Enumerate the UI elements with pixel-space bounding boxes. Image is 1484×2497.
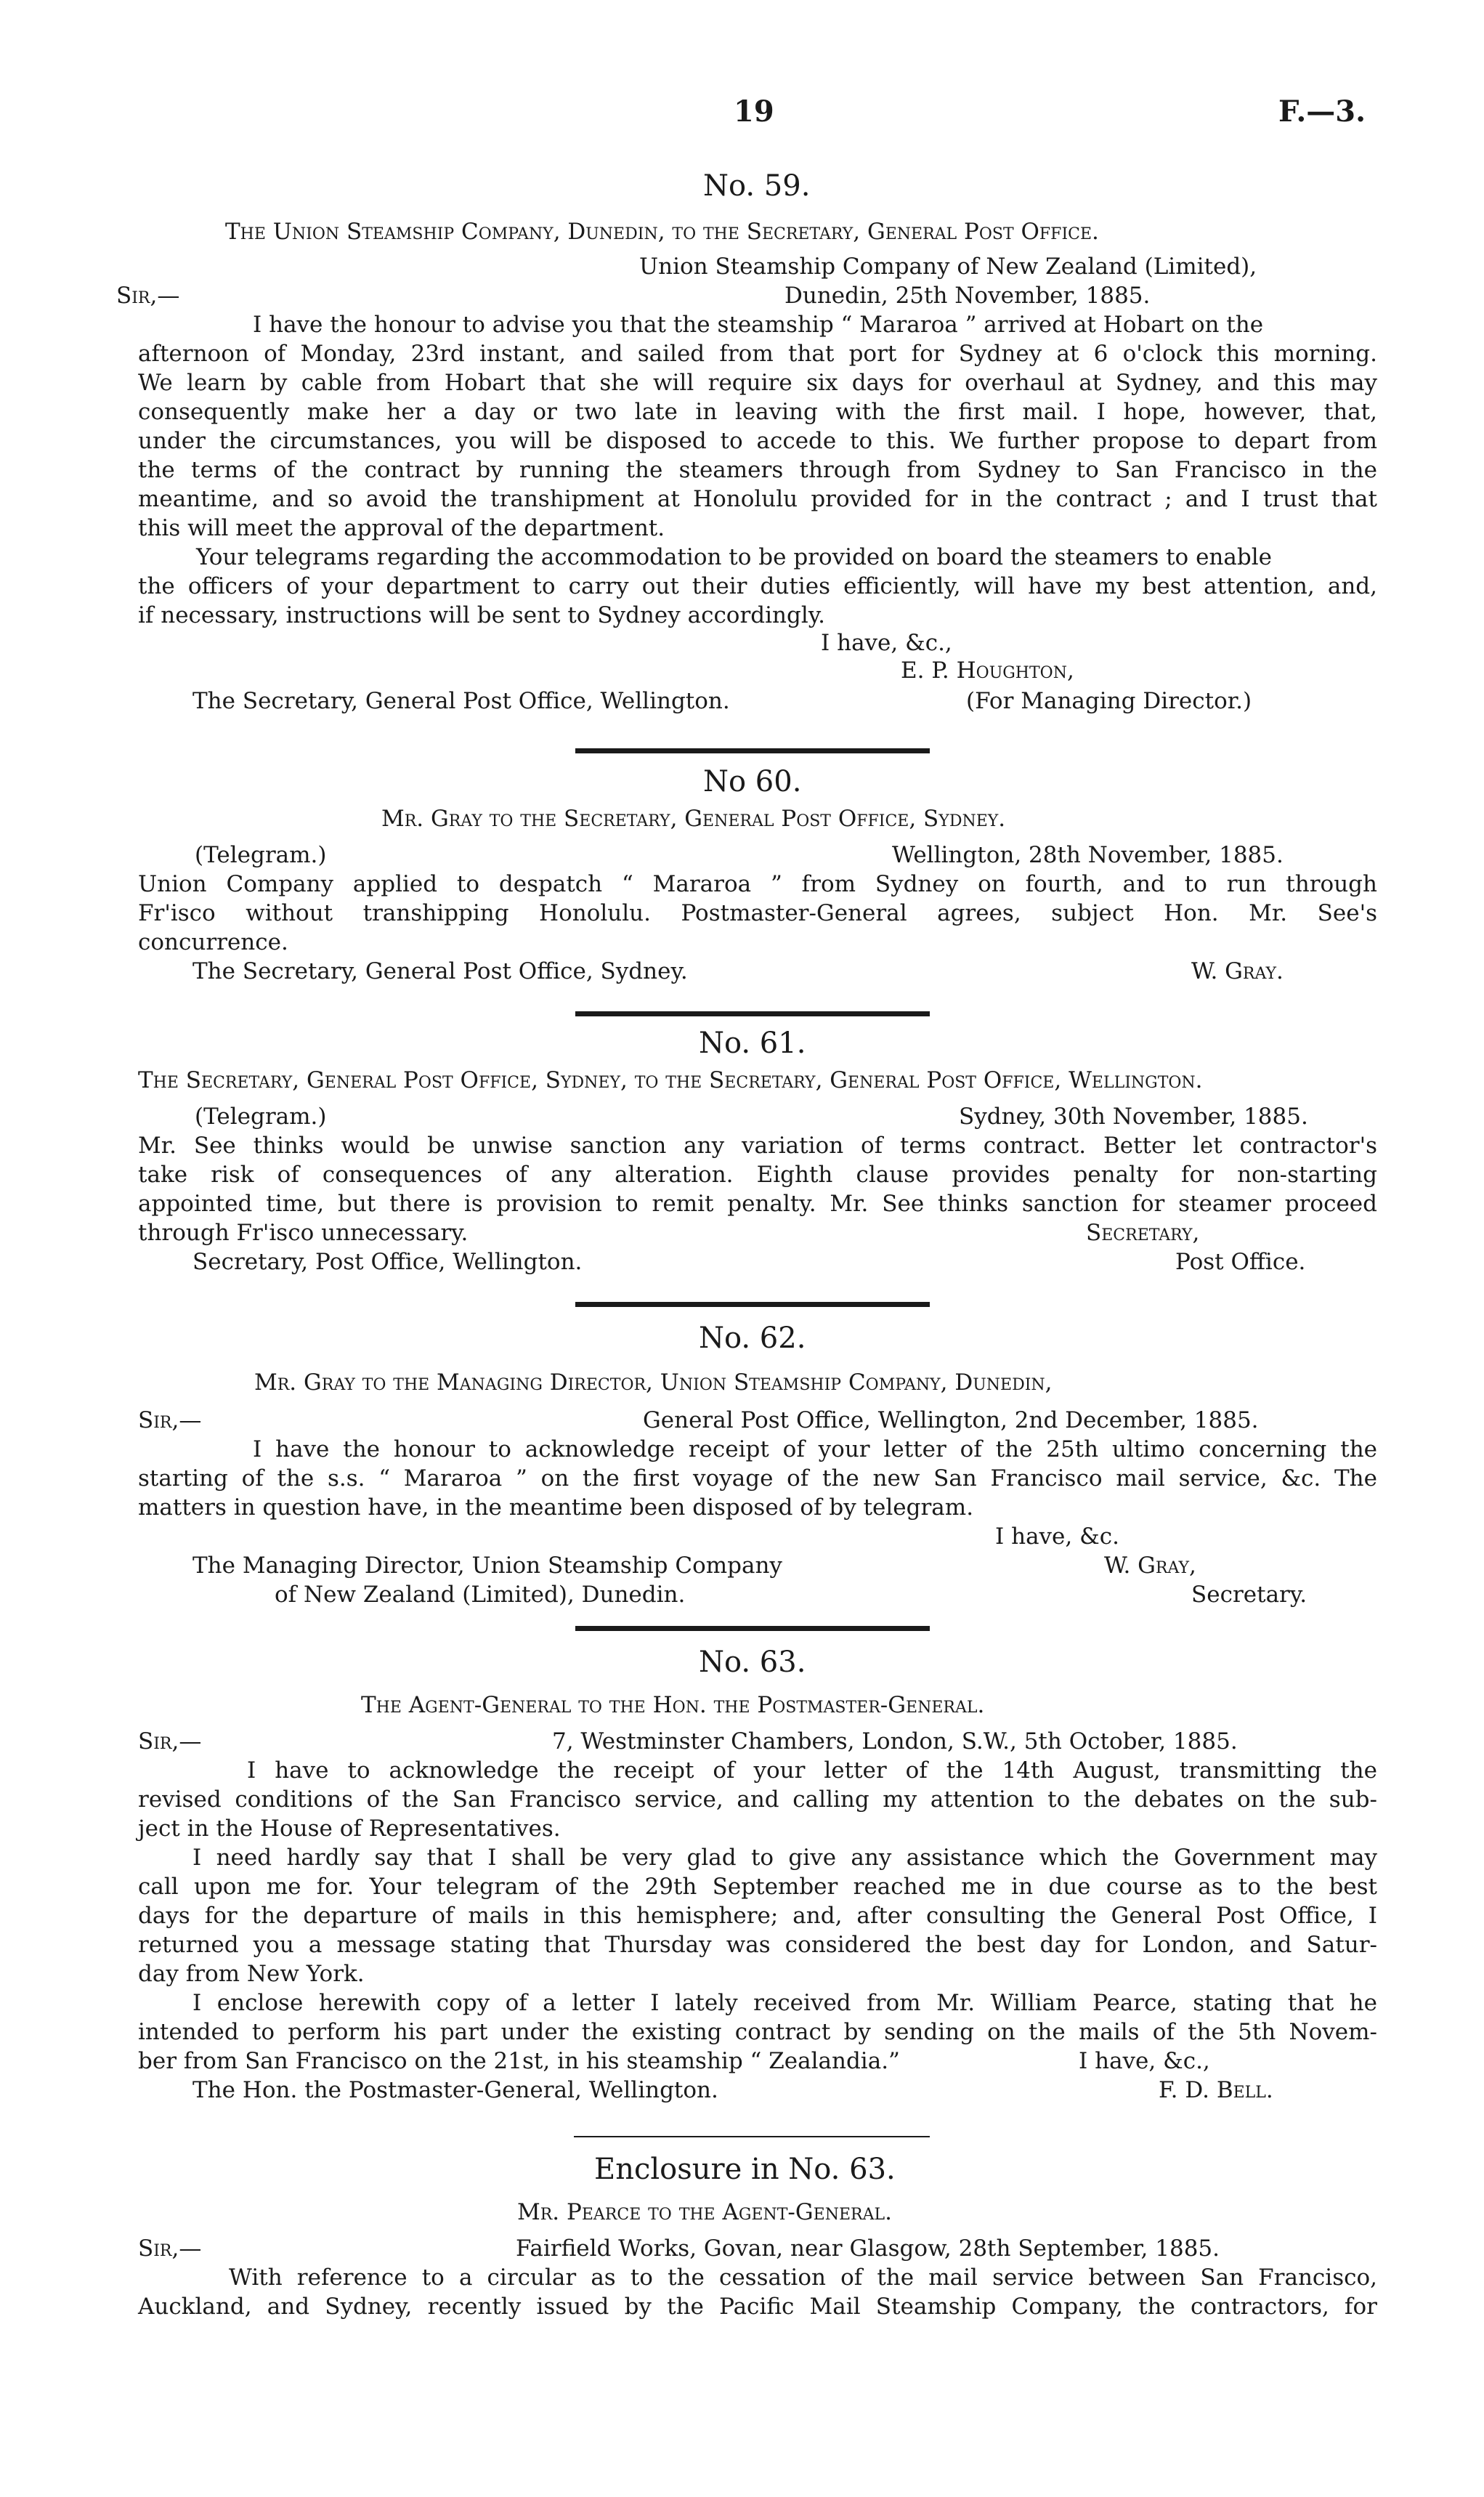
no63-salutation: Sir,— <box>138 1728 202 1755</box>
no62-heading: No. 62. <box>699 1322 806 1355</box>
no62-body-line: starting of the s.s. “ Mararoa ” on the first voyage of the new San Francisco mail service, &c. The <box>138 1465 1377 1492</box>
enclosure-body-line: Auckland, and Sydney, recently issued by the Pacific Mail Steamship Company, the contractors, for <box>138 2294 1377 2320</box>
no59-title: The Union Steamship Company, Dunedin, to the Secretary, General Post Office. <box>225 219 1099 245</box>
no63-para2-line: returned you a message stating that Thursday was considered the best day for London, and Satur- <box>138 1932 1377 1958</box>
no60-body-line: Union Company applied to despatch “ Mararoa ” from Sydney on fourth, and to run through <box>138 871 1377 897</box>
no62-closing: I have, &c. <box>995 1523 1119 1550</box>
no59-para2-line: Your telegrams regarding the accommodation to be provided on board the steamers to enable <box>196 544 1272 570</box>
no59-para2-line: if necessary, instructions will be sent to Sydney accordingly. <box>138 602 826 628</box>
no59-para1-line: under the circumstances, you will be disposed to accede to this. We further propose to depart from <box>138 428 1377 454</box>
enclosure-body-line: With reference to a circular as to the cessation of the mail service between San Francisco, <box>229 2265 1377 2291</box>
no60-title: Mr. Gray to the Secretary, General Post Office, Sydney. <box>381 806 1006 832</box>
no59-para1-line: consequently make her a day or two late in leaving with the first mail. I hope, however, that, <box>138 399 1377 425</box>
no59-para1-line: meantime, and so avoid the transhipment at Honolulu provided for in the contract ; and I trust that <box>138 486 1377 512</box>
no59-recipient: The Secretary, General Post Office, Wellington. <box>192 688 730 714</box>
no60-signature: W. Gray. <box>1191 958 1284 984</box>
no63-para2-line: day from New York. <box>138 1961 365 1987</box>
no63-para2-line: days for the departure of mails in this hemisphere; and, after consulting the General Post Office, I <box>138 1903 1377 1929</box>
no63-recipient: The Hon. the Postmaster-General, Wellington. <box>192 2077 718 2103</box>
no61-signature: Secretary, <box>1086 1220 1200 1246</box>
no62-salutation: Sir,— <box>138 1407 202 1433</box>
no60-place-date: Wellington, 28th November, 1885. <box>892 842 1284 868</box>
no59-para1-line: this will meet the approval of the department. <box>138 515 665 541</box>
no59-closing: I have, &c., <box>821 630 952 656</box>
no63-closing: I have, &c., <box>1079 2048 1210 2074</box>
no60-heading: No 60. <box>703 765 802 798</box>
no63-place-date: 7, Westminster Chambers, London, S.W., 5th October, 1885. <box>552 1728 1238 1755</box>
no59-address-line2: Dunedin, 25th November, 1885. <box>784 283 1151 309</box>
no60-body-line: concurrence. <box>138 929 288 955</box>
no61-signature-title: Post Office. <box>1175 1249 1306 1275</box>
no59-para1-line: the terms of the contract by running the steamers through from Sydney to San Francisco in the <box>138 457 1377 483</box>
no60-body-line: Fr'isco without transhipping Honolulu. Postmaster-General agrees, subject Hon. Mr. See's <box>138 900 1377 926</box>
no62-body-line: I have the honour to acknowledge receipt of your letter of the 25th ultimo concerning the <box>253 1436 1377 1462</box>
no61-place-date: Sydney, 30th November, 1885. <box>959 1104 1308 1130</box>
no61-telegram-label: (Telegram.) <box>195 1104 327 1130</box>
no59-signature: E. P. Houghton, <box>901 657 1074 684</box>
enclosure-salutation: Sir,— <box>138 2235 202 2262</box>
no61-body-line: take risk of consequences of any alteration. Eighth clause provides penalty for non-starting <box>138 1162 1377 1188</box>
no63-signature: F. D. Bell. <box>1159 2077 1273 2103</box>
section-divider <box>575 748 930 753</box>
no63-para3-line: ber from San Francisco on the 21st, in his steamship “ Zealandia.” <box>138 2048 900 2074</box>
no63-para3-line: intended to perform his part under the existing contract by sending on the mails of the 5th Novem- <box>138 2019 1377 2045</box>
no61-recipient: Secretary, Post Office, Wellington. <box>192 1249 583 1275</box>
no63-title: The Agent-General to the Hon. the Postmaster-General. <box>361 1692 985 1718</box>
no59-para1-line: We learn by cable from Hobart that she will require six days for overhaul at Sydney, and this may <box>138 370 1377 396</box>
section-divider <box>575 1626 930 1631</box>
enclosure-place-date: Fairfield Works, Govan, near Glasgow, 28th September, 1885. <box>516 2235 1220 2262</box>
no59-para1-line: afternoon of Monday, 23rd instant, and sailed from that port for Sydney at 6 o'clock this morning. <box>138 341 1377 367</box>
no63-para2-line: call upon me for. Your telegram of the 29th September reached me in due course as to the best <box>138 1874 1377 1900</box>
no62-place-date: General Post Office, Wellington, 2nd December, 1885. <box>643 1407 1259 1433</box>
no61-heading: No. 61. <box>699 1027 806 1060</box>
no62-title: Mr. Gray to the Managing Director, Union Steamship Company, Dunedin, <box>254 1369 1053 1396</box>
no59-signature-title: (For Managing Director.) <box>966 688 1252 714</box>
enclosure-divider <box>574 2136 930 2137</box>
no62-recipient-line1: The Managing Director, Union Steamship Company <box>192 1553 782 1579</box>
no61-body-line: through Fr'isco unnecessary. <box>138 1220 469 1246</box>
no62-body-line: matters in question have, in the meantime been disposed of by telegram. <box>138 1494 974 1521</box>
no63-para2-line: I need hardly say that I shall be very glad to give any assistance which the Government may <box>192 1845 1377 1871</box>
no63-para1-line: I have to acknowledge the receipt of your letter of the 14th August, transmitting the <box>247 1757 1377 1784</box>
no63-para1-line: ject in the House of Representatives. <box>138 1816 561 1842</box>
no61-title: The Secretary, General Post Office, Sydney, to the Secretary, General Post Office, Wellington. <box>138 1067 1203 1093</box>
no62-signature-title: Secretary. <box>1191 1582 1307 1608</box>
enclosure-title: Mr. Pearce to the Agent-General. <box>517 2199 892 2225</box>
section-divider <box>575 1011 930 1016</box>
no62-recipient-line2: of New Zealand (Limited), Dunedin. <box>275 1582 686 1608</box>
no63-heading: No. 63. <box>699 1646 806 1679</box>
page-reference: F.—3. <box>1278 94 1366 129</box>
no59-para1-line: I have the honour to advise you that the steamship “ Mararoa ” arrived at Hobart on the <box>253 312 1264 338</box>
no63-para3-line: I enclose herewith copy of a letter I lately received from Mr. William Pearce, stating that he <box>192 1990 1377 2016</box>
no59-heading: No. 59. <box>703 169 811 203</box>
no60-telegram-label: (Telegram.) <box>195 842 327 868</box>
page-number: 19 <box>734 94 774 129</box>
section-divider <box>575 1302 930 1307</box>
no61-body-line: Mr. See thinks would be unwise sanction any variation of terms contract. Better let contractor's <box>138 1133 1377 1159</box>
no61-body-line: appointed time, but there is provision to remit penalty. Mr. See thinks sanction for steamer proceed <box>138 1191 1377 1217</box>
no59-address-line1: Union Steamship Company of New Zealand (Limited), <box>639 254 1257 280</box>
no59-para2-line: the officers of your department to carry out their duties efficiently, will have my best attention, and, <box>138 573 1377 599</box>
no60-recipient: The Secretary, General Post Office, Sydney. <box>192 958 688 984</box>
no63-para1-line: revised conditions of the San Francisco service, and calling my attention to the debates on the sub- <box>138 1786 1377 1813</box>
enclosure-heading: Enclosure in No. 63. <box>594 2153 896 2186</box>
no59-salutation: Sir,— <box>116 283 180 309</box>
no62-signature: W. Gray, <box>1104 1553 1196 1579</box>
